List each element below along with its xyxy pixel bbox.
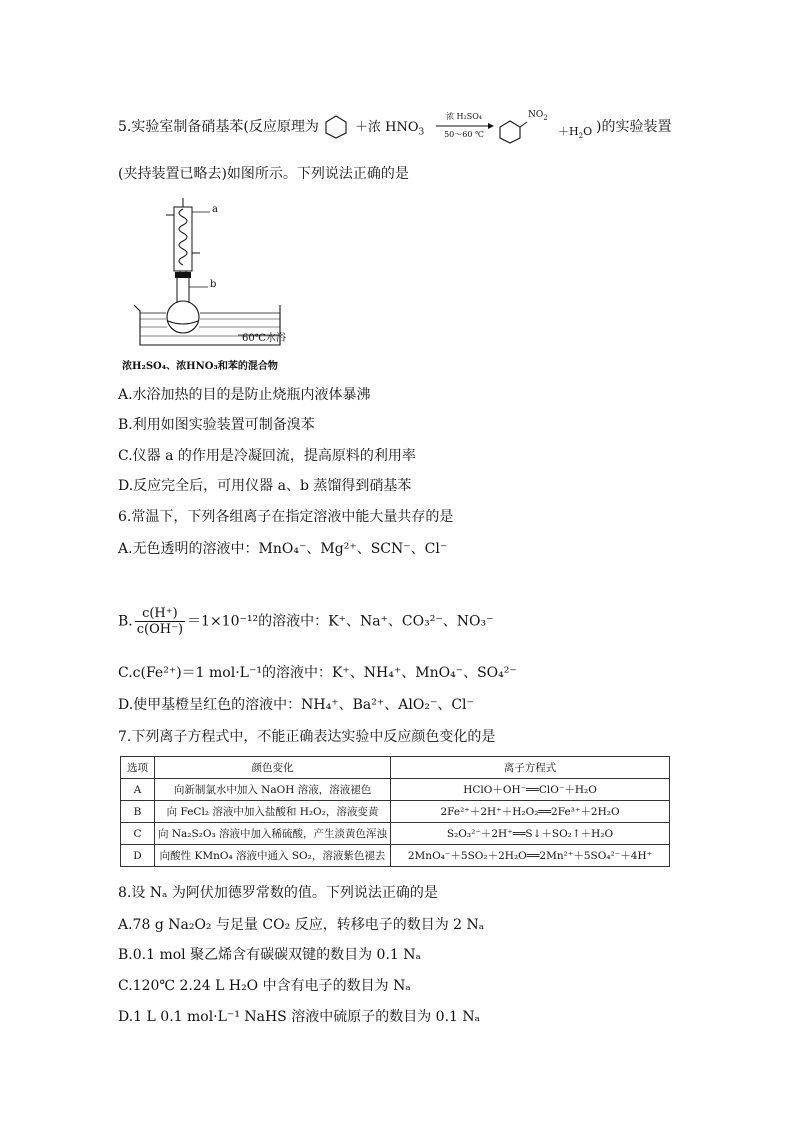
q8-option-d: D.1 L 0.1 mol·L⁻¹ NaHS 溶液中硫原子的数目为 0.1 Nₐ <box>118 1009 481 1025</box>
fig-label-b: b <box>210 279 217 290</box>
apparatus-figure <box>122 195 310 375</box>
q8-option-c: C.120℃ 2.24 L H₂O 中含有电子的数目为 Nₐ <box>118 978 411 994</box>
table-cell: 2MnO₄⁻＋5SO₂＋2H₂O══2Mn²⁺＋5SO₄²⁻＋4H⁺ <box>391 845 670 867</box>
reaction-arrow <box>436 112 492 142</box>
table-cell: S₂O₃²⁻＋2H⁺══S↓＋SO₂↑＋H₂O <box>391 823 670 845</box>
fig-label-a: a <box>212 204 218 215</box>
table-cell: HClO＋OH⁻══ClO⁻＋H₂O <box>391 779 670 801</box>
table-header-cell: 选项 <box>121 757 155 779</box>
table-cell: 向酸性 KMnO₄ 溶液中通入 SO₂，溶液紫色褪去 <box>155 845 391 867</box>
fig-bath-label: 60℃水浴 <box>242 333 286 344</box>
table-cell: 2Fe²⁺＋2H⁺＋H₂O₂══2Fe³⁺＋2H₂O <box>391 801 670 823</box>
table-cell: A <box>121 779 155 801</box>
plus-water: $+H_2O$ <box>558 125 593 141</box>
table-cell: 向 FeCl₂ 溶液中加入盐酸和 H₂O₂，溶液变黄 <box>155 801 391 823</box>
q6-stem: 6.常温下，下列各组离子在指定溶液中能大量共存的是 <box>118 509 454 525</box>
table-cell: 向新制氯水中加入 NaOH 溶液，溶液褪色 <box>155 779 391 801</box>
fraction-denominator: c(OH⁻) <box>136 622 184 637</box>
table-cell: 向 Na₂S₂O₃ 溶液中加入稀硫酸，产生淡黄色浑浊 <box>155 823 391 845</box>
q6-option-b <box>118 606 493 637</box>
q5-option-d: D.反应完全后，可用仪器 a、b 蒸馏得到硝基苯 <box>118 478 412 494</box>
q5-stem-line2: (夹持装置已略去)如图所示。下列说法正确的是 <box>118 166 409 182</box>
q6-option-b-prefix: B. <box>118 613 133 630</box>
q6-option-a: A.无色透明的溶液中：MnO₄⁻、Mg²⁺、SCN⁻、Cl⁻ <box>118 541 448 557</box>
table-cell: D <box>121 845 155 867</box>
apparatus-drawing <box>130 195 310 375</box>
table-header-cell: 颜色变化 <box>155 757 391 779</box>
fig-caption: 浓H₂SO₄、浓HNO₃和苯的混合物 <box>122 361 278 372</box>
q7-stem: 7.下列离子方程式中，不能正确表达实验中反应颜色变化的是 <box>118 729 496 745</box>
q5-option-b: B.利用如图实验装置可制备溴苯 <box>118 417 315 433</box>
table-header-row <box>121 757 670 779</box>
q6-option-b-rest: ＝1×10⁻¹²的溶液中：K⁺、Na⁺、CO₃²⁻、NO₃⁻ <box>187 613 494 630</box>
q5-option-c: C.仪器 a 的作用是冷凝回流，提高原料的利用率 <box>118 448 416 464</box>
table-row <box>121 845 670 867</box>
q5-stem-prefix: 5.实验室制备硝基苯(反应原理为 <box>118 119 319 135</box>
q6-option-c: C.c(Fe²⁺)＝1 mol·L⁻¹的溶液中：K⁺、NH₄⁺、MnO₄⁻、SO₄²⁻ <box>118 665 517 681</box>
q8-option-a: A.78 g Na₂O₂ 与足量 CO₂ 反应，转移电子的数目为 2 Nₐ <box>118 917 485 933</box>
arrow-condition-top: 浓 H₂SO₄ <box>446 112 482 121</box>
q8-stem: 8.设 Nₐ 为阿伏加德罗常数的值。下列说法正确的是 <box>118 885 438 901</box>
q5-plus-conc: ＋浓 $HNO_3$ <box>355 120 425 138</box>
fraction-numerator: c(H⁺) <box>135 606 185 622</box>
table-row <box>121 801 670 823</box>
benzene-icon <box>323 114 349 140</box>
q8-option-b: B.0.1 mol 聚乙烯含有碳碳双键的数目为 0.1 Nₐ <box>118 947 421 963</box>
q5-option-a: A.水浴加热的目的是防止烧瓶内液体暴沸 <box>118 387 371 403</box>
table-cell: B <box>121 801 155 823</box>
nitrobenzene-icon <box>498 118 528 144</box>
q5-stem-line1 <box>118 110 678 148</box>
q6-option-d: D.使甲基橙呈红色的溶液中：NH₄⁺、Ba²⁺、AlO₂⁻、Cl⁻ <box>118 697 474 713</box>
table-cell: C <box>121 823 155 845</box>
concentration-fraction <box>135 606 185 637</box>
q7-table <box>120 756 670 867</box>
arrow-condition-bottom: 50～60 ℃ <box>444 130 484 139</box>
table-header-cell: 离子方程式 <box>391 757 670 779</box>
table-row <box>121 823 670 845</box>
q5-stem-suffix: )的实验装置 <box>596 119 672 135</box>
no2-label: $NO_2$ <box>528 110 548 122</box>
table-row <box>121 779 670 801</box>
